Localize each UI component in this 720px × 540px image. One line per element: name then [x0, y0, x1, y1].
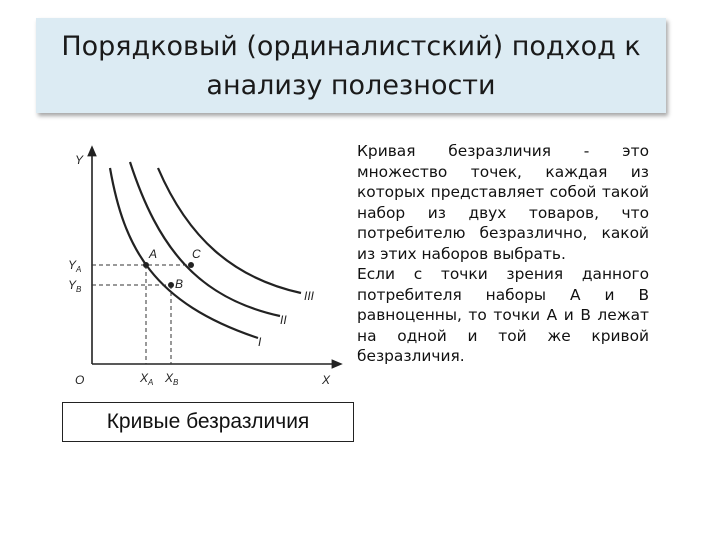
example-paragraph: Если с точки зрения данного потребителя наборы А и В равноценны, то точки А и В лежат на одной и той же кривой безразличия.: [357, 265, 649, 365]
point-c: [188, 262, 194, 268]
yb-tick-label: $Y_B$: [68, 278, 82, 294]
definition-text: [357, 141, 649, 367]
y-axis-label: Y: [75, 153, 84, 167]
point-c-label: C: [192, 247, 201, 261]
curve-1-label: I: [258, 335, 262, 349]
indifference-curves-diagram: [58, 138, 358, 398]
curve-2-label: II: [280, 313, 287, 327]
ya-tick-label: $Y_A$: [68, 258, 82, 274]
xb-tick-label: $X_B$: [165, 371, 179, 387]
xa-tick-label: $X_A$: [140, 371, 154, 387]
indifference-curve-1: [110, 168, 258, 338]
origin-label: O: [75, 373, 85, 387]
point-b-label: B: [175, 277, 184, 291]
definition-paragraph: Кривая безразличия - это множество точек, каждая из которых представляет собой такой набор из двух товаров, что потребителю безразлично, какой из этих наборов выбрать.: [357, 142, 649, 263]
curve-3-label: III: [304, 289, 315, 303]
indifference-curve-2: [130, 162, 280, 316]
point-b: [168, 282, 174, 288]
diagram-svg: [58, 138, 358, 398]
slide-title: Порядковый (ординалистский) подход к анализу полезности: [61, 30, 641, 101]
title-banner: [36, 18, 666, 113]
point-a: [143, 262, 149, 268]
indifference-curve-3: [158, 168, 301, 293]
point-a-label: A: [149, 247, 158, 261]
x-axis-label: X: [322, 373, 331, 387]
diagram-caption: Кривые безразличия: [62, 402, 354, 442]
